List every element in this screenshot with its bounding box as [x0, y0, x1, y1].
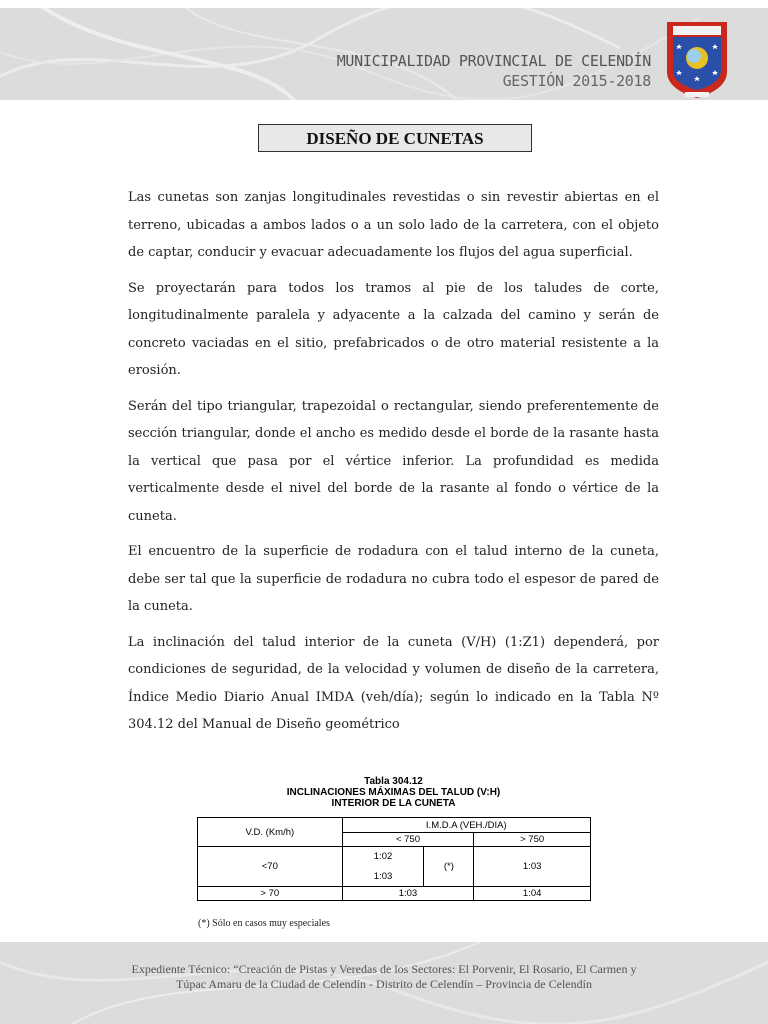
org-term: GESTIÓN 2015-2018	[502, 72, 651, 90]
table-number: Tabla 304.12	[364, 776, 423, 787]
row1-vd: <70	[198, 847, 343, 887]
slope-table	[197, 817, 591, 901]
page-title: DISEÑO DE CUNETAS	[306, 129, 484, 148]
footer-line-2: Túpac Amaru de la Ciudad de Celendín - Distrito de Celendín – Provincia de Celendín	[176, 977, 592, 991]
table-title-line2: INTERIOR DE LA CUNETA	[331, 798, 456, 809]
row1-value-a: 1:02	[342, 847, 424, 867]
row1-value-b: 1:03	[342, 867, 424, 887]
row2-lt750: 1:03	[342, 887, 474, 901]
footer-band	[0, 942, 768, 1024]
footer-text	[0, 962, 768, 992]
row1-note: (*)	[424, 847, 474, 887]
paragraph-1: Las cunetas son zanjas longitudinales revestidas o sin revestir abiertas en el terreno, ubicadas a ambos lados o a un solo lado de la carretera, con el objeto de captar, conducir y evacuar adecuadamente los flujos del agua superficial.	[128, 190, 659, 260]
row1-gt750: 1:03	[474, 847, 591, 887]
table-footnote: (*) Sólo en casos muy especiales	[198, 918, 330, 929]
paragraph-5: La inclinación del talud interior de la cuneta (V/H) (1:Z1) dependerá, por condiciones de seguridad, de la velocidad y volumen de diseño de la carretera, Índice Medio Diario Anual IMDA (veh/día); según lo indicado en la Tabla Nº 304.12 del Manual de Diseño geométrico	[128, 634, 659, 732]
body-text	[128, 184, 659, 747]
paragraph-2: Se proyectarán para todos los tramos al pie de los taludes de corte, longitudinalmente paralela y adyacente a la calzada del camino y serán de concreto vaciadas en el sitio, prefabricados o de otro material resistente a la erosión.	[128, 280, 659, 378]
org-name: MUNICIPALIDAD PROVINCIAL DE CELENDÍN	[336, 52, 651, 70]
table-caption	[196, 776, 591, 809]
header-lt750: < 750	[342, 833, 474, 847]
header-imda: I.M.D.A (VEH./DIA)	[342, 818, 590, 833]
header-gt750: > 750	[474, 833, 591, 847]
row2-gt750: 1:04	[474, 887, 591, 901]
paragraph-4: El encuentro de la superficie de rodadura con el talud interno de la cuneta, debe ser tal que la superficie de rodadura no cubra todo el espesor de pared de la cuneta.	[128, 544, 659, 614]
row2-vd: > 70	[198, 887, 343, 901]
page-title-box	[258, 124, 532, 152]
municipal-crest-logo	[663, 20, 731, 100]
footer-line-1: Expediente Técnico: “Creación de Pistas y Veredas de los Sectores: El Porvenir, El Rosario, El Carmen y	[131, 962, 637, 976]
paragraph-3: Serán del tipo triangular, trapezoidal o rectangular, siendo preferentemente de sección triangular, donde el ancho es medido desde el borde de la rasante hasta la vertical que pasa por el vértice inferior. La profundidad es medida verticalmente desde el nivel del borde de la rasante al fondo o vértice de la cuneta.	[128, 398, 659, 524]
table-title-line1: INCLINACIONES MÁXIMAS DEL TALUD (V:H)	[286, 787, 501, 798]
header-vd: V.D. (Km/h)	[198, 818, 343, 847]
header-band	[0, 8, 768, 100]
